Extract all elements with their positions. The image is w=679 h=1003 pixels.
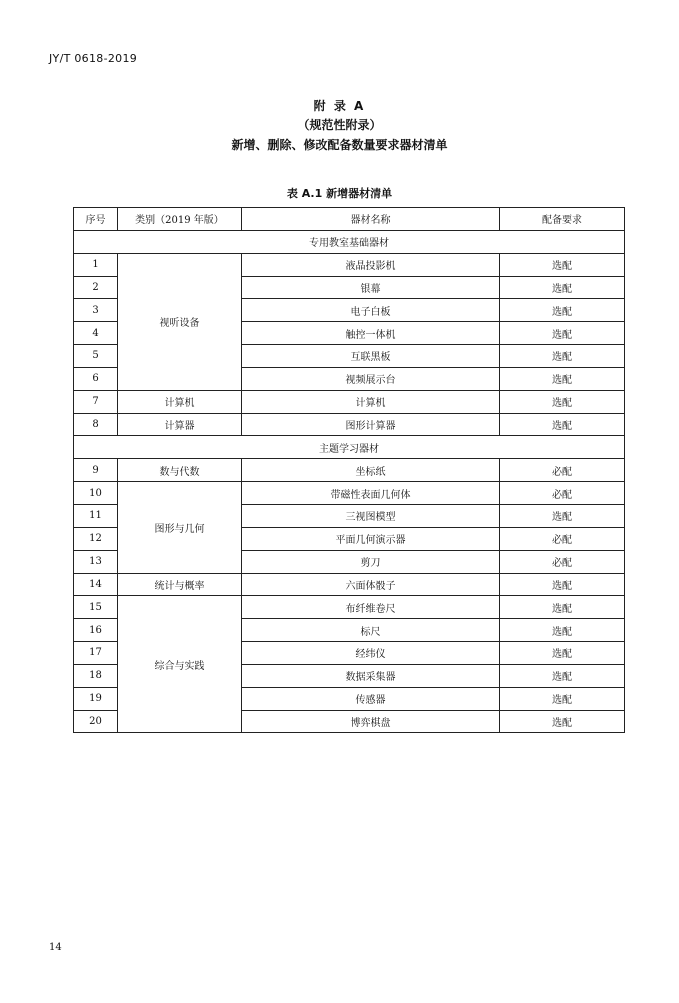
cell-requirement: 选配 [500, 504, 625, 527]
cell-no: 4 [74, 322, 118, 345]
cell-no: 3 [74, 299, 118, 322]
cell-no: 7 [74, 390, 118, 413]
cell-no: 19 [74, 687, 118, 710]
cell-no: 17 [74, 642, 118, 665]
cell-requirement: 选配 [500, 642, 625, 665]
cell-equipment-name: 传感器 [242, 687, 500, 710]
cell-requirement: 选配 [500, 573, 625, 596]
cell-category: 统计与概率 [118, 573, 242, 596]
cell-requirement: 选配 [500, 299, 625, 322]
table-row [74, 390, 625, 413]
cell-equipment-name: 液晶投影机 [242, 253, 500, 276]
section-row [74, 230, 625, 253]
cell-requirement: 必配 [500, 527, 625, 550]
cell-equipment-name: 银幕 [242, 276, 500, 299]
cell-no: 10 [74, 482, 118, 505]
appendix-title: 新增、删除、修改配备数量要求器材清单 [231, 138, 448, 152]
cell-requirement: 选配 [500, 345, 625, 368]
cell-requirement: 必配 [500, 482, 625, 505]
cell-equipment-name: 图形计算器 [242, 413, 500, 436]
cell-equipment-name: 六面体骰子 [242, 573, 500, 596]
table-row [74, 413, 625, 436]
table-row [74, 482, 625, 505]
column-header-no: 序号 [74, 208, 118, 231]
cell-equipment-name: 剪刀 [242, 550, 500, 573]
column-header-name: 器材名称 [242, 208, 500, 231]
cell-no: 6 [74, 367, 118, 390]
equipment-table [73, 207, 625, 733]
cell-equipment-name: 带磁性表面几何体 [242, 482, 500, 505]
cell-equipment-name: 计算机 [242, 390, 500, 413]
cell-equipment-name: 坐标纸 [242, 459, 500, 482]
cell-requirement: 选配 [500, 710, 625, 733]
cell-no: 16 [74, 619, 118, 642]
appendix-label: 附 录 A [313, 99, 366, 113]
cell-no: 12 [74, 527, 118, 550]
cell-equipment-name: 电子白板 [242, 299, 500, 322]
cell-equipment-name: 布纤维卷尺 [242, 596, 500, 619]
cell-equipment-name: 标尺 [242, 619, 500, 642]
cell-no: 15 [74, 596, 118, 619]
cell-requirement: 选配 [500, 413, 625, 436]
appendix-nature: （规范性附录） [297, 118, 382, 132]
cell-equipment-name: 平面几何演示器 [242, 527, 500, 550]
cell-category: 视听设备 [118, 253, 242, 390]
cell-equipment-name: 触控一体机 [242, 322, 500, 345]
cell-no: 2 [74, 276, 118, 299]
cell-no: 11 [74, 504, 118, 527]
cell-equipment-name: 三视图模型 [242, 504, 500, 527]
page-number: 14 [49, 942, 62, 953]
cell-no: 18 [74, 664, 118, 687]
cell-requirement: 必配 [500, 459, 625, 482]
section-title: 专用教室基础器材 [74, 230, 625, 253]
cell-category: 计算机 [118, 390, 242, 413]
cell-no: 14 [74, 573, 118, 596]
cell-equipment-name: 博弈棋盘 [242, 710, 500, 733]
cell-no: 8 [74, 413, 118, 436]
cell-requirement: 选配 [500, 687, 625, 710]
cell-equipment-name: 视频展示台 [242, 367, 500, 390]
cell-requirement: 选配 [500, 276, 625, 299]
cell-requirement: 选配 [500, 664, 625, 687]
cell-category: 综合与实践 [118, 596, 242, 733]
cell-requirement: 选配 [500, 253, 625, 276]
table-row [74, 253, 625, 276]
table-row [74, 596, 625, 619]
cell-category: 计算器 [118, 413, 242, 436]
cell-no: 5 [74, 345, 118, 368]
cell-no: 9 [74, 459, 118, 482]
table-row [74, 459, 625, 482]
document-code: JY/T 0618-2019 [49, 52, 138, 65]
section-row [74, 436, 625, 459]
cell-equipment-name: 经纬仪 [242, 642, 500, 665]
section-title: 主题学习器材 [74, 436, 625, 459]
table-caption: 表 A.1 新增器材清单 [286, 187, 393, 200]
cell-requirement: 选配 [500, 619, 625, 642]
column-header-requirement: 配备要求 [500, 208, 625, 231]
table-header-row [74, 208, 625, 231]
cell-no: 20 [74, 710, 118, 733]
cell-equipment-name: 数据采集器 [242, 664, 500, 687]
cell-requirement: 选配 [500, 390, 625, 413]
table-body [74, 230, 625, 733]
table-row [74, 573, 625, 596]
cell-category: 图形与几何 [118, 482, 242, 573]
cell-equipment-name: 互联黑板 [242, 345, 500, 368]
cell-category: 数与代数 [118, 459, 242, 482]
cell-requirement: 选配 [500, 367, 625, 390]
cell-requirement: 选配 [500, 322, 625, 345]
cell-requirement: 必配 [500, 550, 625, 573]
cell-requirement: 选配 [500, 596, 625, 619]
column-header-category: 类别（2019 年版） [118, 208, 242, 231]
cell-no: 1 [74, 253, 118, 276]
cell-no: 13 [74, 550, 118, 573]
